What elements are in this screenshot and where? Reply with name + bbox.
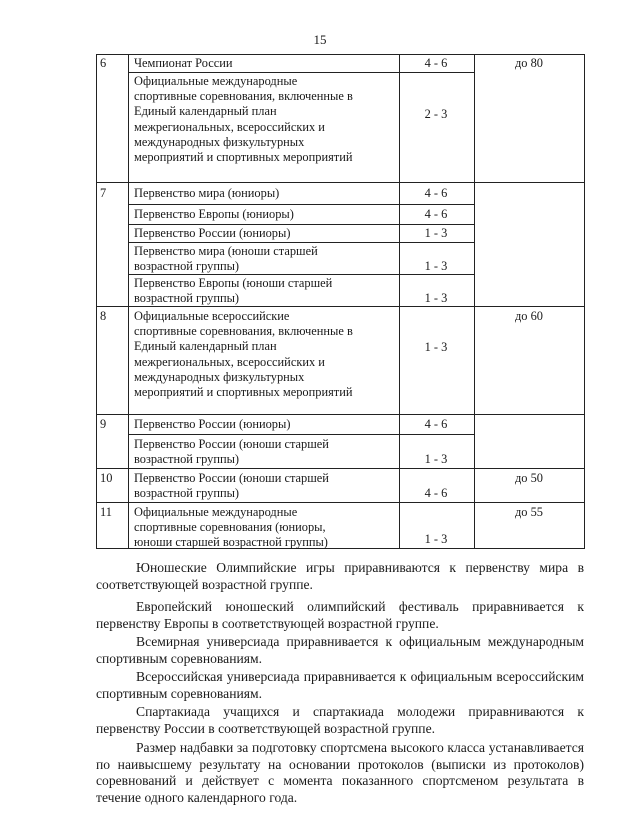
table-border-top <box>96 54 585 55</box>
table-border-left <box>96 54 97 548</box>
paragraph: Всероссийская универсиада приравнивается к официальным всероссийским спортивным соревнованиям. <box>96 669 584 701</box>
bonus-value: до 60 <box>515 309 543 323</box>
bonus-value: до 50 <box>515 471 543 485</box>
score-range: 4 - 6 <box>424 56 448 70</box>
score-range: 2 - 3 <box>424 107 448 121</box>
paragraph: Спартакиада учащихся и спартакиада молодежи приравниваются к первенству России в соответствующей возрастной группе. <box>96 704 584 736</box>
score-range: 1 - 3 <box>424 226 448 240</box>
subrow-separator <box>128 242 475 243</box>
row-number: 9 <box>100 417 107 431</box>
score-range: 1 - 3 <box>424 291 448 305</box>
score-range: 4 - 6 <box>424 207 448 221</box>
table-divider-bonus <box>474 54 475 548</box>
table-divider-num <box>128 54 129 548</box>
event-name: Первенство России (юноши старшей возрастной группы) <box>134 437 329 467</box>
paragraph: Европейский юношеский олимпийский фестиваль приравнивается к первенству Европы в соответствующей возрастной группе. <box>96 599 584 631</box>
event-name: Чемпионат России <box>134 56 233 70</box>
score-range: 1 - 3 <box>424 452 448 466</box>
event-name: Первенство Европы (юниоры) <box>134 207 294 221</box>
event-name: Первенство Европы (юноши старшей возрастной группы) <box>134 276 333 306</box>
score-range: 4 - 6 <box>424 186 448 200</box>
subrow-separator <box>128 224 475 225</box>
event-name: Официальные международные спортивные соревнования, включенные в Единый календарный план межрегиональных, всероссийских и международных физкультурных мероприятий и спортивных мероприятий <box>134 74 353 165</box>
row-number: 8 <box>100 309 107 323</box>
paragraph: Юношеские Олимпийские игры приравниваются к первенству мира в соответствующей возрастной группе. <box>96 560 584 592</box>
event-name: Официальные всероссийские спортивные соревнования, включенные в Единый календарный план межрегиональных, всероссийских и международных физкультурных мероприятий и спортивных мероприятий <box>134 309 353 400</box>
table-border-right <box>584 54 585 548</box>
subrow-separator <box>128 204 475 205</box>
event-name: Первенство мира (юниоры) <box>134 186 280 200</box>
event-name: Первенство России (юниоры) <box>134 417 291 431</box>
table-divider-score <box>399 54 400 548</box>
row-number: 10 <box>100 471 113 485</box>
score-range: 1 - 3 <box>424 532 448 546</box>
page-number: 15 <box>313 32 327 47</box>
row-separator <box>96 414 585 415</box>
score-range: 1 - 3 <box>424 340 448 354</box>
row-separator <box>96 182 585 183</box>
row-separator <box>96 502 585 503</box>
paragraph: Всемирная универсиада приравнивается к официальным международным спортивным соревнованиям. <box>96 634 584 666</box>
row-number: 11 <box>100 505 112 519</box>
score-range: 1 - 3 <box>424 259 448 273</box>
score-range: 4 - 6 <box>424 486 448 500</box>
row-number: 6 <box>100 56 107 70</box>
bonus-value: до 55 <box>515 505 543 519</box>
event-name: Официальные международные спортивные соревнования (юниоры, юноши старшей возрастной группы) <box>134 505 328 550</box>
row-separator <box>96 468 585 469</box>
bonus-value: до 80 <box>515 56 543 70</box>
event-name: Первенство России (юниоры) <box>134 226 291 240</box>
subrow-separator <box>128 434 475 435</box>
subrow-separator <box>128 72 475 73</box>
row-number: 7 <box>100 186 107 200</box>
score-range: 4 - 6 <box>424 417 448 431</box>
paragraph: Размер надбавки за подготовку спортсмена высокого класса устанавливается по наивысшему результату на основании протоколов (выписки из протоколов) соревнований и действует с момента показанного спортсменом результата в течение одного календарного года. <box>96 740 584 805</box>
event-name: Первенство России (юноши старшей возрастной группы) <box>134 471 329 501</box>
event-name: Первенство мира (юноши старшей возрастной группы) <box>134 244 318 274</box>
